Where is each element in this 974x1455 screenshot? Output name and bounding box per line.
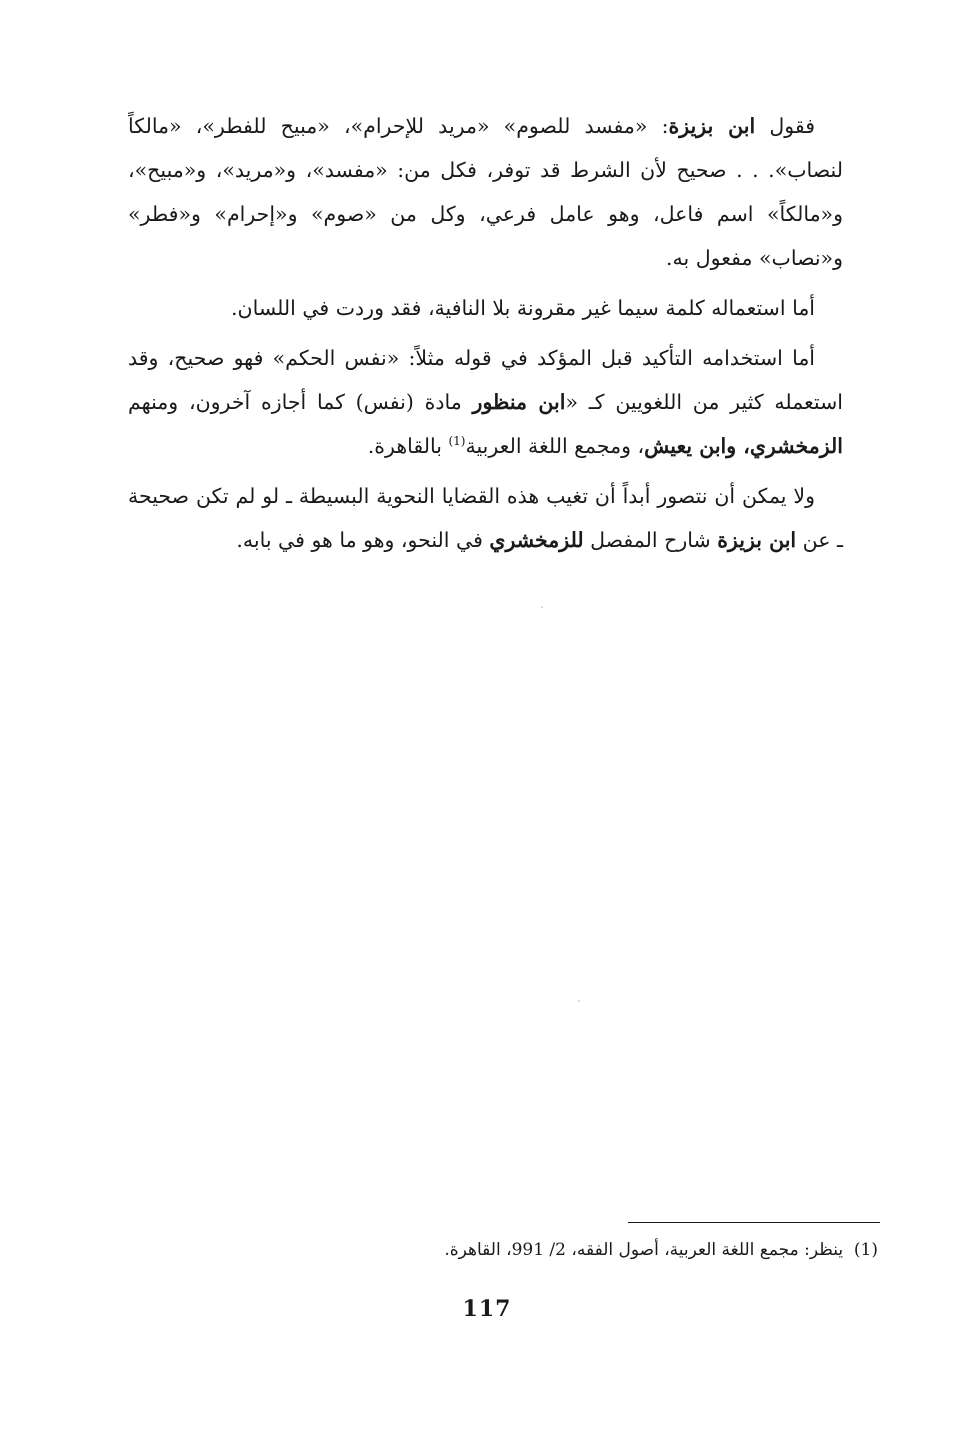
footnote-reference[interactable]: (1) <box>448 434 466 449</box>
body-text <box>128 104 843 568</box>
name-ibn-manzur: ابن منظور <box>472 390 566 414</box>
name-ibn-bazizah: ابن بزيزة <box>668 114 756 138</box>
paragraph-4: ولا يمكن أن نتصور أبداً أن تغيب هذه القضايا النحوية البسيطة ـ لو لم تكن صحيحة ـ عن ابن بزيزة شارح المفصل للزمخشري في النحو، وهو ما هو في بابه. <box>128 484 843 552</box>
paragraph-2: أما استعماله كلمة سيما غير مقرونة بلا النافية، فقد وردت في اللسان. <box>231 296 815 320</box>
paragraph-3: أما استخدامه التأكيد قبل المؤكد في قوله مثلاً: «نفس الحكم» فهو صحيح، وقد استعمله كثير من اللغويين كـ «ابن منظور مادة (نفس) كما أجازه آخرون، ومنهم الزمخشري، وابن يعيش، ومجمع اللغة العربية$^{(1)}$ بالقاهرة. <box>128 346 843 458</box>
footnote <box>258 1236 878 1264</box>
footnote-divider <box>628 1222 880 1223</box>
scan-speck <box>578 1000 580 1002</box>
name-ibn-bazizah-2: ابن بزيزة <box>717 528 797 552</box>
name-zamakhshari: للزمخشري <box>489 528 584 552</box>
footnote-marker: (1) <box>853 1240 878 1260</box>
names-zamakhshari-ibn-yaish: الزمخشري، وابن يعيش <box>644 434 843 458</box>
scan-speck <box>541 606 543 608</box>
footnote-text: ينظر: مجمع اللغة العربية، أصول الفقه، 2/ 991، القاهرة. <box>444 1240 844 1260</box>
page-number: 117 <box>462 1296 512 1322</box>
paragraph-1: فقول ابن بزيزة: «مفسد للصوم» «مريد للإحرام»، «مبيح للفطر»، «مالكاً لنصاب». . . صحيح لأن الشرط قد توفر، فكل من: «مفسد»، و«مريد»، و«مبيح»، و«مالكاً» اسم فاعل، وهو عامل فرعي، وكل من «صوم» و«إحرام» و«فطر» و«نصاب» مفعول به. <box>128 114 843 270</box>
